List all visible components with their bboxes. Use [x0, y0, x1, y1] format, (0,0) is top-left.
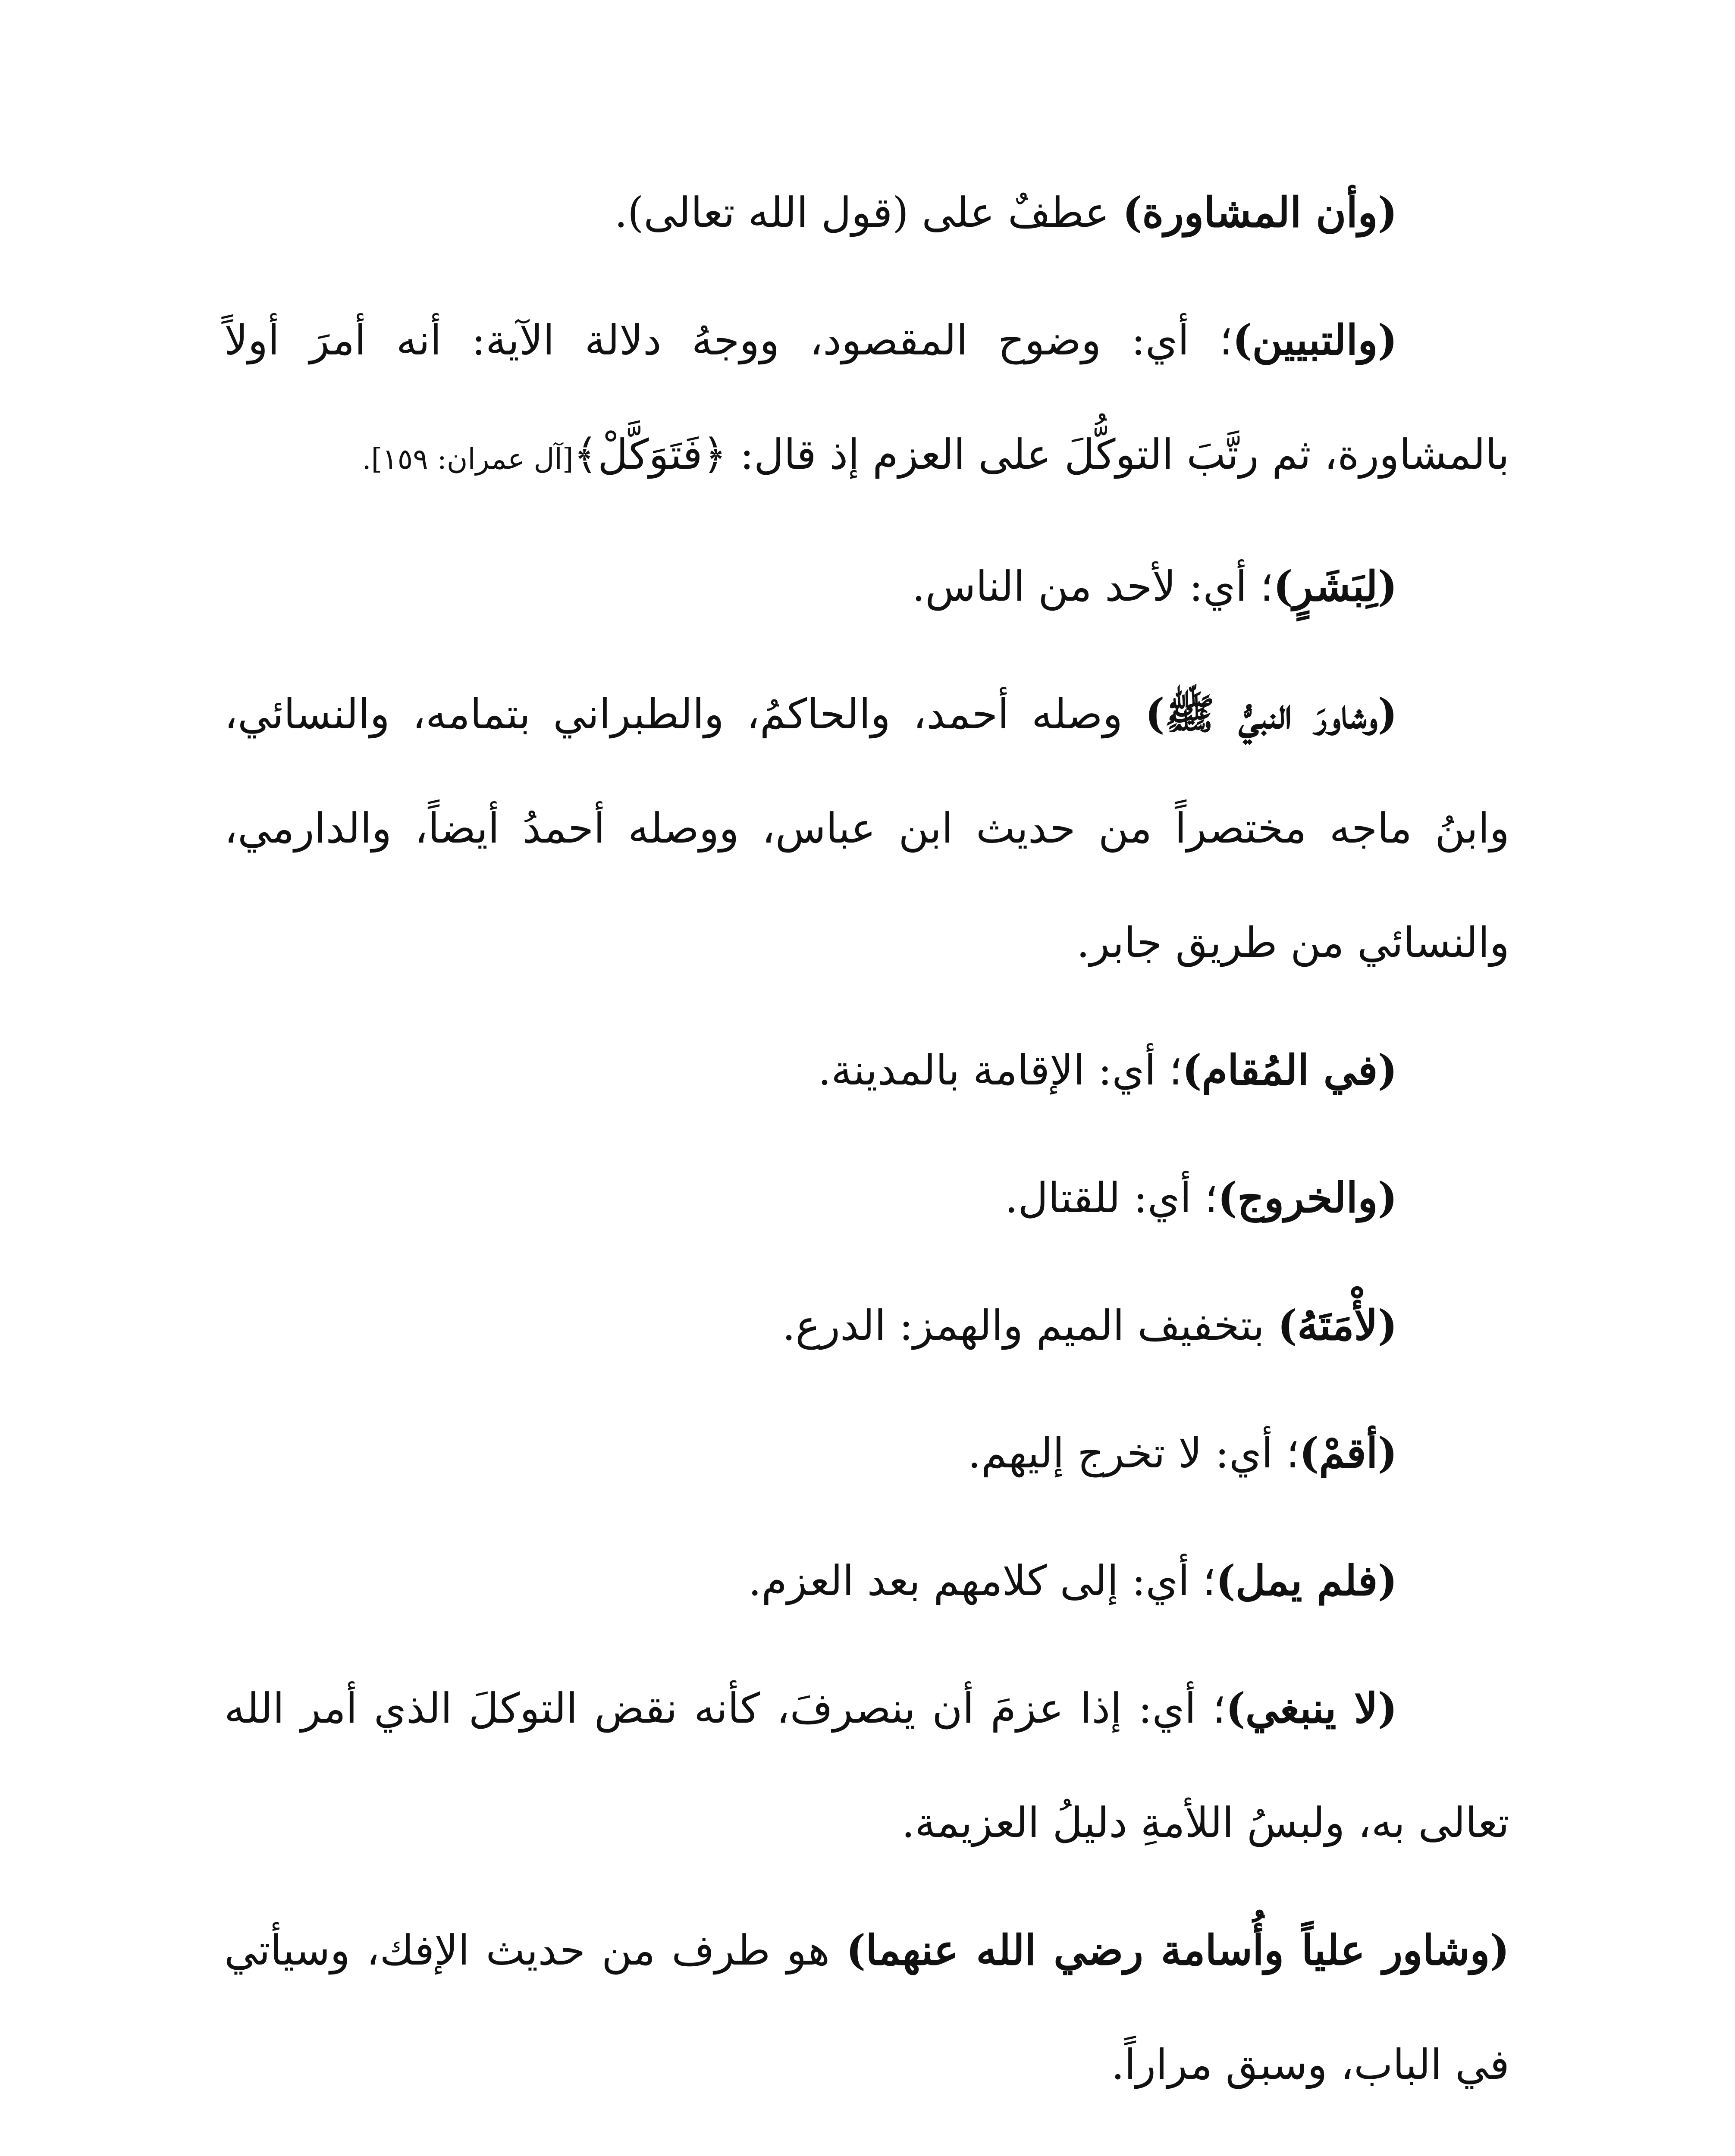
paragraph-12 — [224, 2135, 1509, 2156]
paragraph-text: ؛ أي: للقتال. — [1004, 1174, 1218, 1222]
paragraph-9 — [224, 1523, 1509, 1638]
lemma: (والخروج) — [1217, 1173, 1397, 1222]
paragraph-2 — [224, 283, 1509, 516]
paragraph-text: ؛ أي: وضوح المقصود، ووجهُ دلالة الآية: أنه أمرَ أولاً بالمشاورة، ثم رتَّبَ التوكُّلَ على العزم إذ قال: ﴿فَتَوَكَّلْ﴾ — [224, 316, 1509, 479]
lemma: (وشاور علياً وأُسامة رضي الله عنهما) — [846, 1926, 1510, 1974]
paragraph-8 — [224, 1396, 1509, 1510]
paragraph-1 — [224, 155, 1509, 270]
lemma: (لِبَشَرٍ) — [1273, 562, 1397, 611]
paragraph-text: ؛ أي: لأحد من الناس. — [912, 562, 1274, 611]
paragraph-7 — [224, 1268, 1509, 1383]
paragraph-text: ؛ أي: الإقامة بالمدينة. — [818, 1046, 1183, 1094]
lemma: (لأْمَتَهُ) — [1277, 1301, 1397, 1350]
lemma: (والتبيين) — [1232, 316, 1397, 364]
paragraph-10 — [224, 1651, 1509, 1880]
paragraph-text: ؛ أي: لا تخرج إليهم. — [968, 1429, 1299, 1477]
quran-citation: [آل عمران: ١٥٩]. — [362, 442, 574, 476]
lemma: (وأن المشاورة) — [1122, 188, 1397, 237]
paragraph-11 — [224, 1893, 1509, 2122]
paragraph-text: وصله أحمد، والحاكمُ، والطبراني بتمامه، والنسائي، وابنُ ماجه مختصراً من حديث ابن عباس، ووصله أحمدُ أيضاً، والدارمي، والنسائي من طريق جابر. — [224, 690, 1509, 967]
lemma: (وشاورَ النبيُّ ﷺ) — [1145, 689, 1398, 738]
paragraph-6 — [224, 1141, 1509, 1255]
paragraph-4 — [224, 657, 1509, 1000]
paragraph-text: بتخفيف الميم والهمز: الدرع. — [782, 1301, 1278, 1350]
paragraph-3 — [224, 529, 1509, 644]
paragraph-text: ؛ أي: إلى كلامهم بعد العزم. — [748, 1557, 1216, 1605]
lemma: (في المُقام) — [1182, 1046, 1397, 1094]
paragraph-text: هو طرف من حديث الإفك، وسيأتي في الباب، وسبق مراراً. — [224, 1926, 1509, 2089]
lemma: (أقمْ) — [1299, 1429, 1397, 1477]
lemma: (فلم يمل) — [1216, 1556, 1397, 1605]
paragraph-text: عطفٌ على (قول الله تعالى). — [614, 188, 1123, 237]
page-body — [224, 155, 1509, 2156]
paragraph-5 — [224, 1013, 1509, 1128]
paragraph-text: ؛ أي: إذا عزمَ أن ينصرفَ، كأنه نقض التوكلَ الذي أمر الله تعالى به، ولبسُ اللأمةِ دليلُ العزيمة. — [224, 1684, 1509, 1847]
lemma: (لا ينبغي) — [1226, 1684, 1398, 1733]
